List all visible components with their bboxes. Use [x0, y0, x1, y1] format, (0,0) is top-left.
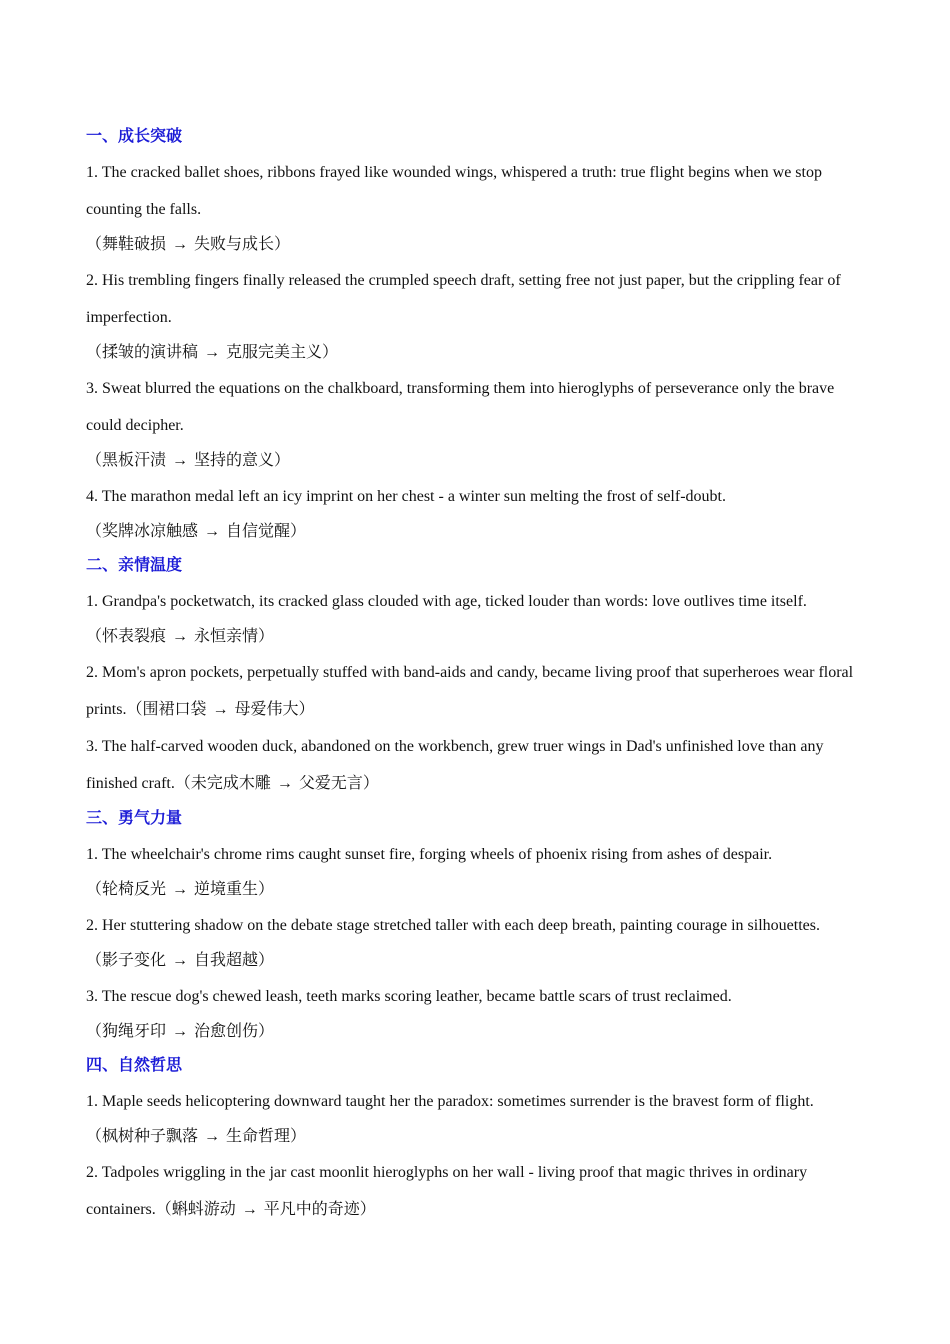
arrow-icon: → [172, 236, 189, 253]
annotation-left: （黑板汗渍 [86, 452, 167, 469]
sentence [86, 1154, 866, 1228]
annotation-left: （围裙口袋 [126, 701, 207, 718]
section-heading: 一、成长突破 [86, 128, 183, 145]
annotation-right: 父爱无言） [298, 775, 379, 792]
section-growth [86, 120, 866, 549]
arrow-icon: → [172, 628, 189, 645]
annotation-right: 自我超越） [194, 952, 275, 969]
annotation-left: （未完成木雕 [174, 775, 271, 792]
section-nature [86, 1049, 866, 1228]
annotation [86, 444, 866, 478]
sentence-text: 3. The rescue dog's chewed leash, teeth marks scoring leather, became battle scars of trust reclaimed. [86, 988, 732, 1005]
annotation [86, 944, 866, 978]
annotation-left: （影子变化 [86, 952, 167, 969]
sentence [86, 478, 866, 515]
sentence [86, 1083, 866, 1120]
section-family [86, 549, 866, 802]
arrow-icon: → [204, 1128, 221, 1145]
sentence-text: 2. His trembling fingers finally released the crumpled speech draft, setting free not just paper, but the crippling fear of imperfection. [86, 272, 841, 326]
sentence [86, 262, 866, 336]
annotation-left: （奖牌冰凉触感 [86, 523, 199, 540]
annotation-left: （舞鞋破损 [86, 236, 167, 253]
sentence-text: 2. Tadpoles wriggling in the jar cast moonlit hieroglyphs on her wall - living proof that magic thrives in ordinary containers. [86, 1164, 808, 1218]
annotation [86, 1120, 866, 1154]
annotation [86, 620, 866, 654]
sentence [86, 978, 866, 1015]
sentence-text: 2. Mom's apron pockets, perpetually stuffed with band-aids and candy, became living proof that superheroes wear floral prints. [86, 664, 854, 718]
annotation-left: （狗绳牙印 [86, 1023, 167, 1040]
annotation-right: 永恒亲情） [194, 628, 275, 645]
arrow-icon: → [204, 344, 221, 361]
annotation-right: 坚持的意义） [194, 452, 291, 469]
annotation [86, 1015, 866, 1049]
arrow-icon: → [172, 452, 189, 469]
sentence-text: 1. Maple seeds helicoptering downward taught her the paradox: sometimes surrender is the bravest form of flight. [86, 1093, 814, 1110]
annotation-right: 平凡中的奇迹） [263, 1201, 376, 1218]
sentence-text: 1. The wheelchair's chrome rims caught sunset fire, forging wheels of phoenix rising from ashes of despair. [86, 846, 773, 863]
sentence-text: 2. Her stuttering shadow on the debate stage stretched taller with each deep breath, painting courage in silhouettes. [86, 917, 820, 934]
arrow-icon: → [241, 1201, 258, 1218]
annotation-left: （枫树种子飘落 [86, 1128, 199, 1145]
annotation-right: 母爱伟大） [234, 701, 315, 718]
sentence-text: 3. Sweat blurred the equations on the chalkboard, transforming them into hieroglyphs of perseverance only the brave could decipher. [86, 380, 835, 434]
arrow-icon: → [172, 952, 189, 969]
annotation-left: （怀表裂痕 [86, 628, 167, 645]
sentence-text: 1. Grandpa's pocketwatch, its cracked glass clouded with age, ticked louder than words: love outlives time itself. [86, 593, 807, 610]
annotation-left: （轮椅反光 [86, 881, 167, 898]
annotation-right: 自信觉醒） [226, 523, 307, 540]
sentence [86, 654, 866, 728]
annotation [86, 336, 866, 370]
sentence [86, 728, 866, 802]
arrow-icon: → [204, 523, 221, 540]
sentence [86, 583, 866, 620]
arrow-icon: → [212, 701, 229, 718]
annotation [86, 228, 866, 262]
annotation-left: （蝌蚪游动 [155, 1201, 236, 1218]
annotation-right: 克服完美主义） [226, 344, 339, 361]
annotation-left: （揉皱的演讲稿 [86, 344, 199, 361]
sentence-text: 1. The cracked ballet shoes, ribbons frayed like wounded wings, whispered a truth: true flight begins when we stop counting the falls. [86, 164, 822, 218]
document-page [86, 120, 866, 1228]
section-courage [86, 802, 866, 1049]
sentence-text: 4. The marathon medal left an icy imprint on her chest - a winter sun melting the frost of self-doubt. [86, 488, 726, 505]
annotation-right: 治愈创伤） [194, 1023, 275, 1040]
annotation [86, 873, 866, 907]
annotation-right: 失败与成长） [194, 236, 291, 253]
annotation-right: 逆境重生） [194, 881, 275, 898]
sentence [86, 836, 866, 873]
sentence [86, 907, 866, 944]
arrow-icon: → [172, 1023, 189, 1040]
arrow-icon: → [276, 775, 293, 792]
sentence-text: 3. The half-carved wooden duck, abandoned on the workbench, grew truer wings in Dad's unfinished love than any finished craft. [86, 738, 824, 792]
sentence [86, 154, 866, 228]
sentence [86, 370, 866, 444]
section-heading: 二、亲情温度 [86, 557, 183, 574]
section-heading: 四、自然哲思 [86, 1057, 183, 1074]
arrow-icon: → [172, 881, 189, 898]
annotation-right: 生命哲理） [226, 1128, 307, 1145]
annotation [86, 515, 866, 549]
section-heading: 三、勇气力量 [86, 810, 183, 827]
